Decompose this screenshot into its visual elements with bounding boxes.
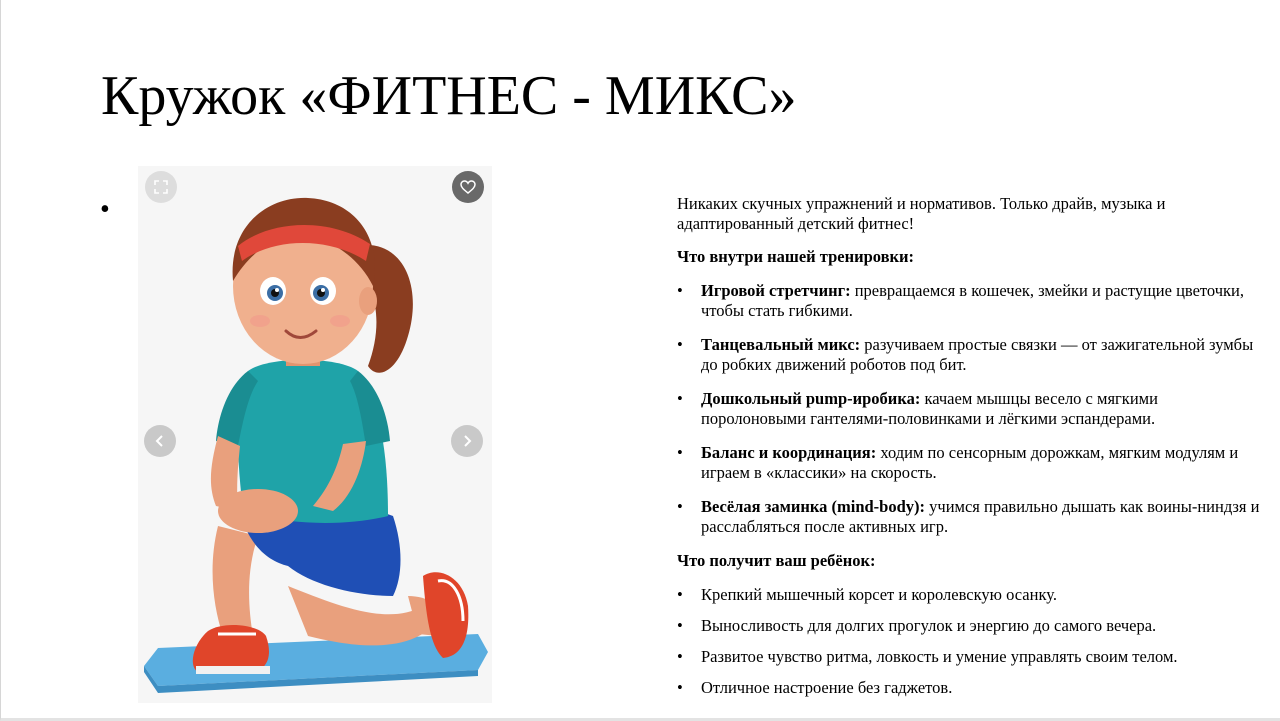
- list-item: • Крепкий мышечный корсет и королевскую осанку.: [677, 585, 1267, 605]
- favorite-button[interactable]: [452, 171, 484, 203]
- heart-icon: [459, 178, 477, 196]
- description-text: [677, 194, 1267, 709]
- prev-image-button[interactable]: [144, 425, 176, 457]
- item-text: учимся правильно дышать как воины-ниндзя и расслабляться после активных игр.: [701, 497, 1260, 536]
- item-title: Баланс и координация:: [701, 443, 877, 462]
- girl-illustration: [138, 166, 492, 703]
- chevron-right-icon: [459, 433, 475, 449]
- item-title: Танцевальный микс:: [701, 335, 861, 354]
- training-list: [677, 281, 1267, 537]
- section-heading-training: Что внутри нашей тренировки:: [677, 247, 915, 266]
- results-list: [677, 585, 1267, 698]
- item-title: Весёлая заминка (mind-body):: [701, 497, 926, 516]
- item-text: ходим по сенсорным дорожкам, мягким модулям и играем в «классики» на скорость.: [701, 443, 1239, 482]
- list-item: [677, 497, 1267, 537]
- list-item: [677, 281, 1267, 321]
- list-item: • Развитое чувство ритма, ловкость и умение управлять своим телом.: [677, 647, 1267, 667]
- item-title: Игровой стретчинг:: [701, 281, 851, 300]
- list-item: [677, 335, 1267, 375]
- slide-title: Кружок «ФИТНЕС - МИКС»: [101, 65, 797, 127]
- item-text: превращаемся в кошечек, змейки и растущие цветочки, чтобы стать гибкими.: [701, 281, 1245, 320]
- chevron-left-icon: [152, 433, 168, 449]
- girl-fitness-image: [138, 166, 492, 703]
- intro-paragraph: Никаких скучных упражнений и нормативов. Только драйв, музыка и адаптированный детский фитнес!: [677, 194, 1166, 233]
- list-item: [677, 389, 1267, 429]
- list-item: • Отличное настроение без гаджетов.: [677, 678, 1267, 698]
- list-item: • Выносливость для долгих прогулок и энергию до самого вечера.: [677, 616, 1267, 636]
- section-heading-results: Что получит ваш ребёнок:: [677, 551, 876, 570]
- item-text: разучиваем простые связки — от зажигательной зумбы до робких движений роботов под бит.: [701, 335, 1254, 374]
- next-image-button[interactable]: [451, 425, 483, 457]
- item-title: Дошкольный pump-иробика:: [701, 389, 921, 408]
- expand-icon: [153, 179, 169, 195]
- item-text: качаем мышцы весело с мягкими поролоновыми гантелями-половинками и лёгкими эспандерами.: [701, 389, 1158, 428]
- main-bullet: •: [100, 194, 110, 225]
- list-item: [677, 443, 1267, 483]
- expand-button[interactable]: [145, 171, 177, 203]
